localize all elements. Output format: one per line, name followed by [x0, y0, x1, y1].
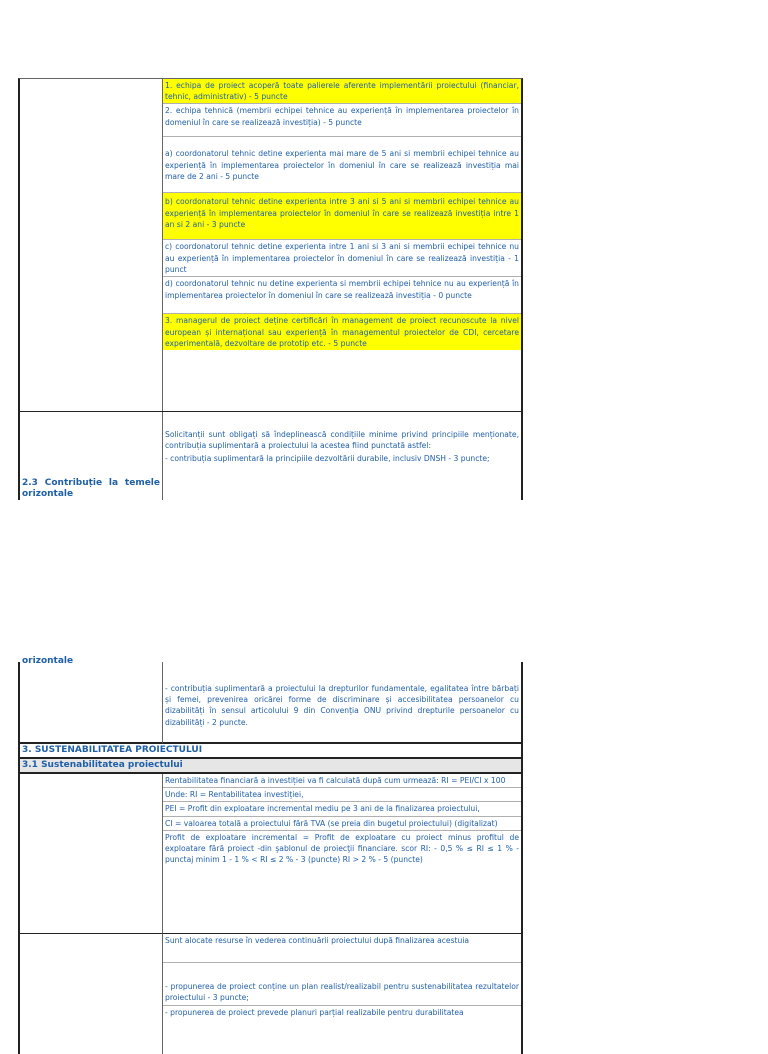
sustainability-label-cell — [18, 774, 163, 934]
criteria-label-cell — [18, 78, 163, 411]
criteria-items-cell — [163, 78, 523, 411]
resources-label-cell — [18, 934, 163, 1054]
plan-realistic: - propunerea de proiect conține un plan realist/realizabil pentru sustenabilitatea rezultatelor proiectului - 3 puncte; — [163, 963, 521, 1006]
criterion-coordinator-d: d) coordonatorul tehnic nu detine experienta si membrii echipei tehnice nu au experiență în implementarea proiectelor în domeniul în care se realizează investiția - 0 puncte — [163, 277, 521, 314]
rights-cell — [163, 662, 523, 744]
section-label-stub: orizontale — [22, 656, 74, 666]
section-label-cell-continued — [18, 656, 163, 744]
section-3-1-heading: 3.1 Sustenabilitatea proiectului — [18, 759, 523, 774]
profitability-formula: Rentabilitatea financiară a investiției va fi calculată după cum urmează: RI = PEI/CI x 100 — [163, 774, 521, 788]
criterion-coordinator-a: a) coordonatorul tehnic detine experienta mai mare de 5 ani si membrii echipei tehnice au experiență în implementarea proiectelor în domeniul în care se realizează investiția mai mare de 2 ani - 5 puncte — [163, 137, 521, 193]
table-fragment-top — [18, 78, 523, 498]
profitability-where: Unde: RI = Rentabilitatea investiției, — [163, 788, 521, 802]
section-label-cell — [18, 412, 163, 500]
table-row — [18, 411, 523, 500]
profitability-ci: CI = valoarea totală a proiectului fără TVA (se preia din bugetul proiectului) (digitalizat) — [163, 817, 521, 831]
section-3-heading: 3. SUSTENABILITATEA PROIECTULUI — [18, 744, 523, 759]
table-row — [18, 774, 523, 934]
section-2-3-label: 2.3 Contribuție la temele orizontale — [22, 478, 160, 499]
table-row — [18, 934, 523, 1054]
table-row — [18, 78, 523, 411]
horizontal-themes-intro: Solicitanții sunt obligați să îndeplinească condițiile minime privind principiile menționate, contribuția suplimentară a proiectului la acestea fiind punctată astfel: — [165, 430, 519, 451]
resources-allocated: Sunt alocate resurse în vederea continuării proiectului după finalizarea acestuia — [163, 934, 521, 963]
table-row — [18, 656, 523, 744]
criterion-coordinator-b: b) coordonatorul tehnic detine experienta intre 3 ani si 5 ani si membrii echipei tehnice au experiență în implementarea proiectelor în domeniul în care se realizează investiția intre 1 an si 2 ani - 3 puncte — [163, 193, 521, 240]
profitability-cell — [163, 774, 523, 934]
table-fragment-bottom — [18, 656, 523, 1024]
criterion-project-manager: 3. managerul de proiect deține certificări în management de proiect recunoscute la nivel european și internațional sau experiență în managementul proiectelor de CDI, cercetare experimentală, dezvoltare de prototip etc. - 5 puncte — [163, 314, 521, 350]
profitability-pei: PEI = Profit din exploatare incremental mediu pe 3 ani de la finalizarea proiectului, — [163, 802, 521, 816]
plan-partial: - propunerea de proiect prevede planuri parțial realizabile pentru durabilitatea — [165, 1008, 464, 1017]
criterion-coordinator-c: c) coordonatorul tehnic detine experienta intre 1 ani si 3 ani si membrii echipei tehnice nu au experiență în implementarea proiectelor în domeniul în care se realizează investiția - 1 punct — [163, 240, 521, 277]
horizontal-themes-cell — [163, 412, 523, 500]
bullet-fundamental-rights: - contribuția suplimentară a proiectului la drepturilor fundamentale, egalitatea între bărbați și femei, prevenirea oricărei forme de discriminare și accesibilitatea persoanelor cu dizabilități în sensul articolului 9 din Convenția ONU privind drepturile persoanelor cu dizabilități - 2 puncte. — [165, 684, 519, 727]
criterion-team-coverage: 1. echipa de proiect acoperă toate palierele aferente implementării proiectului (financiar, tehnic, administrativ) - 5 puncte — [163, 79, 521, 104]
bullet-dnsh: - contribuția suplimentară la principiile dezvoltării durabile, inclusiv DNSH - 3 puncte; — [165, 454, 490, 464]
profitability-score: Profit de exploatare incremental = Profit de exploatare cu proiect minus profitul de exploatare fără proiect -din şablonul de proiecţii financiare. scor RI: - 0,5 % ≤ RI ≤ 1 % - punctaj minim 1 - 1 % < RI ≤ 2 % - 3 (puncte) RI > 2 % - 5 (puncte) — [165, 832, 519, 865]
criterion-technical-team: 2. echipa tehnică (membrii echipei tehnice au experiență în implementarea proiectelor în domeniul în care se realizează investiția) - 5 puncte — [163, 104, 521, 137]
resources-cell — [163, 934, 523, 1054]
